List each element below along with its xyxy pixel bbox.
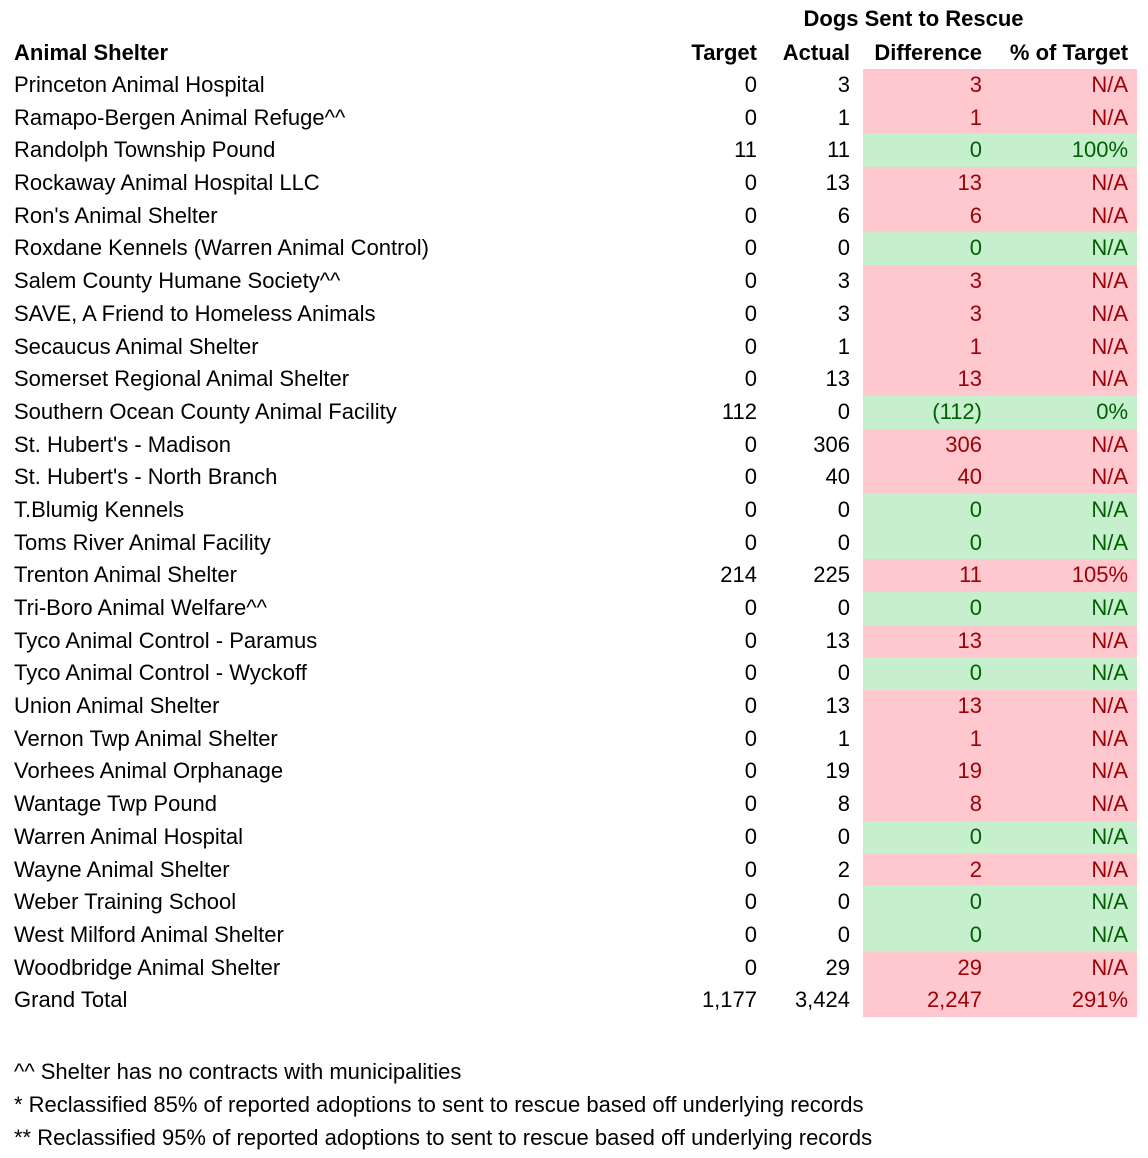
table-row [0,559,1148,592]
difference-cell: 1 [863,331,990,364]
shelter-name-cell: Union Animal Shelter [14,693,220,719]
margin-cell [1137,429,1148,462]
pct-of-target-cell: N/A [990,592,1137,625]
table-row [0,690,1148,723]
target-cell: 11 [734,137,757,163]
gap-cell [850,657,863,690]
difference-cell: 13 [863,167,990,200]
difference-cell: 11 [863,559,990,592]
difference-cell: 0 [863,886,990,919]
table-row [0,134,1148,167]
pct-of-target-cell: N/A [990,755,1137,788]
pct-of-target-cell: N/A [990,298,1137,331]
pct-of-target-cell: 0% [990,396,1137,429]
shelter-name-cell: St. Hubert's - Madison [14,431,231,457]
difference-cell: 29 [863,952,990,985]
target-cell: 0 [744,529,757,555]
gap-cell [850,396,863,429]
gap-cell [850,232,863,265]
actual-cell: 0 [837,529,850,555]
margin-cell [1137,396,1148,429]
difference-cell: 1 [863,723,990,756]
table-title-row [0,0,1148,37]
margin-cell [1137,232,1148,265]
table-row [0,396,1148,429]
margin-cell [1137,821,1148,854]
table-row [0,494,1148,527]
shelter-name-cell: Princeton Animal Hospital [14,72,265,97]
pct-of-target-cell: N/A [990,494,1137,527]
margin-cell [1137,461,1148,494]
margin-cell [1137,363,1148,396]
actual-cell: 13 [825,366,850,392]
footnote-reclassified-85: * Reclassified 85% of reported adoptions to sent to rescue based off underlying records [14,1091,864,1117]
actual-cell: 13 [825,627,850,653]
target-cell: 0 [744,431,757,457]
actual-cell: 0 [837,660,850,686]
gap-cell [850,167,863,200]
shelter-name-cell: Randolph Township Pound [14,137,276,163]
footnote-no-contracts: ^^ Shelter has no contracts with municipalities [14,1058,462,1084]
actual-cell: 3 [837,300,850,326]
target-cell: 1,177 [701,987,757,1013]
column-header-pct-of-target: % of Target [1009,40,1129,65]
pct-of-target-cell: N/A [990,527,1137,560]
pct-of-target-cell: N/A [990,429,1137,462]
pct-of-target-cell: N/A [990,854,1137,887]
gap-cell [850,331,863,364]
target-cell: 0 [744,954,757,980]
pct-of-target-cell: N/A [990,363,1137,396]
gap-cell [850,527,863,560]
table-row [0,723,1148,756]
margin-cell [1137,69,1148,102]
table-row [0,821,1148,854]
gap-cell [850,755,863,788]
shelter-name-cell: Tyco Animal Control - Wyckoff [14,660,307,686]
gap-cell [850,821,863,854]
table-row [0,200,1148,233]
table-row [0,657,1148,690]
difference-cell: 1 [863,102,990,135]
actual-cell: 2 [837,856,850,882]
shelter-name-cell: Tyco Animal Control - Paramus [14,627,318,653]
actual-cell: 0 [837,889,850,915]
column-header-animal-shelter: Animal Shelter [14,40,169,65]
actual-cell: 11 [827,137,850,163]
title-spacer [0,0,690,37]
actual-cell: 306 [813,431,850,457]
actual-cell: 0 [837,398,850,424]
difference-cell: 2,247 [863,984,990,1017]
header-gap [850,37,863,69]
difference-cell: (112) [863,396,990,429]
pct-of-target-cell: N/A [990,788,1137,821]
shelter-name-cell: St. Hubert's - North Branch [14,464,278,490]
shelter-name-cell: Wayne Animal Shelter [14,856,230,882]
gap-cell [850,919,863,952]
actual-cell: 6 [837,202,850,228]
table-row [0,984,1148,1017]
table-row [0,102,1148,135]
margin-cell [1137,265,1148,298]
pct-of-target-cell: N/A [990,69,1137,102]
margin-cell [1137,167,1148,200]
shelter-name-cell: Warren Animal Hospital [14,823,244,849]
actual-cell: 0 [837,823,850,849]
margin-cell [1137,854,1148,887]
table-row [0,919,1148,952]
margin-cell [1137,298,1148,331]
gap-cell [850,494,863,527]
actual-cell: 1 [837,333,850,359]
target-cell: 0 [744,235,757,261]
table-row [0,755,1148,788]
column-header-actual: Actual [782,40,850,65]
pct-of-target-cell: N/A [990,952,1137,985]
margin-cell [1137,134,1148,167]
pct-of-target-cell: N/A [990,723,1137,756]
margin-cell [1137,952,1148,985]
gap-cell [850,200,863,233]
shelter-name-cell: Rockaway Animal Hospital LLC [14,170,320,196]
margin-cell [1137,690,1148,723]
pct-of-target-cell: N/A [990,265,1137,298]
pct-of-target-cell: 100% [990,134,1137,167]
difference-cell: 19 [863,755,990,788]
difference-cell: 8 [863,788,990,821]
margin-cell [1137,200,1148,233]
target-cell: 0 [744,660,757,686]
margin-cell [1137,657,1148,690]
shelter-name-cell: Toms River Animal Facility [14,529,271,555]
target-cell: 0 [744,202,757,228]
shelter-name-cell: Secaucus Animal Shelter [14,333,259,359]
target-cell: 0 [744,889,757,915]
difference-cell: 306 [863,429,990,462]
gap-cell [850,134,863,167]
gap-cell [850,559,863,592]
pct-of-target-cell: N/A [990,919,1137,952]
target-cell: 0 [744,921,757,947]
footnote-reclassified-95: ** Reclassified 95% of reported adoptions to sent to rescue based off underlying records [14,1124,873,1150]
table-row [0,592,1148,625]
margin-cell [1137,919,1148,952]
difference-cell: 13 [863,690,990,723]
pct-of-target-cell: 291% [990,984,1137,1017]
pct-of-target-cell: N/A [990,232,1137,265]
pct-of-target-cell: N/A [990,657,1137,690]
actual-cell: 3 [837,268,850,294]
pct-of-target-cell: N/A [990,102,1137,135]
gap-cell [850,592,863,625]
pct-of-target-cell: N/A [990,690,1137,723]
target-cell: 0 [744,268,757,294]
margin-cell [1137,788,1148,821]
actual-cell: 0 [837,496,850,522]
difference-cell: 13 [863,625,990,658]
shelter-name-cell: Wantage Twp Pound [14,791,218,817]
margin-cell [1137,559,1148,592]
table-row [0,461,1148,494]
target-cell: 0 [744,823,757,849]
table-row [0,854,1148,887]
table-row [0,625,1148,658]
target-cell: 0 [744,104,757,130]
gap-cell [850,788,863,821]
shelter-name-cell: Grand Total [14,987,128,1013]
column-header-difference: Difference [874,40,982,65]
footnotes [0,1055,1148,1154]
gap-cell [850,265,863,298]
gap-cell [850,461,863,494]
shelter-name-cell: Weber Training School [14,889,237,915]
target-cell: 0 [744,856,757,882]
difference-cell: 0 [863,232,990,265]
target-cell: 0 [744,366,757,392]
actual-cell: 0 [837,921,850,947]
gap-cell [850,625,863,658]
pct-of-target-cell: N/A [990,461,1137,494]
table-row [0,232,1148,265]
actual-cell: 19 [825,758,850,784]
gap-cell [850,984,863,1017]
gap-cell [850,102,863,135]
header-margin [1137,37,1148,69]
table-row [0,69,1148,102]
target-cell: 0 [744,72,757,97]
gap-cell [850,429,863,462]
title-margin [1137,0,1148,37]
target-cell: 0 [744,627,757,653]
shelter-name-cell: Ron's Animal Shelter [14,202,218,228]
actual-cell: 0 [837,235,850,261]
shelter-name-cell: Ramapo-Bergen Animal Refuge^^ [14,104,346,130]
target-cell: 0 [744,725,757,751]
actual-cell: 1 [837,725,850,751]
actual-cell: 13 [825,170,850,196]
target-cell: 0 [744,333,757,359]
target-cell: 0 [744,693,757,719]
table-row [0,363,1148,396]
actual-cell: 1 [837,104,850,130]
difference-cell: 3 [863,265,990,298]
target-cell: 214 [720,562,757,588]
difference-cell: 0 [863,657,990,690]
difference-cell: 0 [863,494,990,527]
target-cell: 0 [744,758,757,784]
gap-cell [850,363,863,396]
shelter-name-cell: Roxdane Kennels (Warren Animal Control) [14,235,429,261]
shelter-name-cell: Southern Ocean County Animal Facility [14,398,397,424]
shelter-name-cell: Somerset Regional Animal Shelter [14,366,350,392]
difference-cell: 3 [863,298,990,331]
actual-cell: 13 [825,693,850,719]
table-row [0,265,1148,298]
shelter-name-cell: SAVE, A Friend to Homeless Animals [14,300,376,326]
shelter-name-cell: Woodbridge Animal Shelter [14,954,281,980]
difference-cell: 0 [863,592,990,625]
gap-cell [850,69,863,102]
actual-cell: 8 [837,791,850,817]
table-row [0,429,1148,462]
table-row [0,167,1148,200]
pct-of-target-cell: N/A [990,167,1137,200]
target-cell: 0 [744,791,757,817]
gap-cell [850,952,863,985]
difference-cell: 0 [863,134,990,167]
pct-of-target-cell: N/A [990,331,1137,364]
target-cell: 0 [744,595,757,620]
table-row [0,886,1148,919]
shelter-name-cell: West Milford Animal Shelter [14,921,284,947]
difference-cell: 0 [863,919,990,952]
margin-cell [1137,102,1148,135]
difference-cell: 13 [863,363,990,396]
shelter-name-cell: Vernon Twp Animal Shelter [14,725,278,751]
difference-cell: 6 [863,200,990,233]
target-cell: 0 [744,496,757,522]
column-header-row [0,37,1148,69]
gap-cell [850,690,863,723]
actual-cell: 3 [837,72,850,97]
actual-cell: 225 [813,562,850,588]
gap-cell [850,886,863,919]
target-cell: 112 [721,398,757,424]
target-cell: 0 [744,300,757,326]
table-row [0,527,1148,560]
column-header-target: Target [691,40,757,65]
margin-cell [1137,592,1148,625]
gap-cell [850,854,863,887]
pct-of-target-cell: N/A [990,625,1137,658]
pct-of-target-cell: N/A [990,200,1137,233]
margin-cell [1137,527,1148,560]
margin-cell [1137,984,1148,1017]
table-row [0,952,1148,985]
shelter-name-cell: Tri-Boro Animal Welfare^^ [14,595,267,620]
table-row [0,331,1148,364]
difference-cell: 40 [863,461,990,494]
pct-of-target-cell: 105% [990,559,1137,592]
target-cell: 0 [744,464,757,490]
shelter-name-cell: T.Blumig Kennels [14,496,184,522]
shelter-name-cell: Salem County Humane Society^^ [14,268,341,294]
difference-cell: 0 [863,821,990,854]
target-cell: 0 [744,170,757,196]
margin-cell [1137,755,1148,788]
table-row [0,788,1148,821]
difference-cell: 3 [863,69,990,102]
margin-cell [1137,331,1148,364]
table-row [0,298,1148,331]
actual-cell: 0 [837,595,850,620]
gap-cell [850,298,863,331]
difference-cell: 0 [863,527,990,560]
shelter-name-cell: Trenton Animal Shelter [14,562,237,588]
gap-cell [850,723,863,756]
actual-cell: 3,424 [794,987,850,1013]
actual-cell: 29 [825,954,850,980]
pct-of-target-cell: N/A [990,821,1137,854]
shelter-name-cell: Vorhees Animal Orphanage [14,758,284,784]
difference-cell: 2 [863,854,990,887]
table-body [0,69,1148,1017]
margin-cell [1137,886,1148,919]
margin-cell [1137,494,1148,527]
actual-cell: 40 [825,464,850,490]
pct-of-target-cell: N/A [990,886,1137,919]
table-title: Dogs Sent to Rescue [803,6,1024,31]
margin-cell [1137,625,1148,658]
margin-cell [1137,723,1148,756]
